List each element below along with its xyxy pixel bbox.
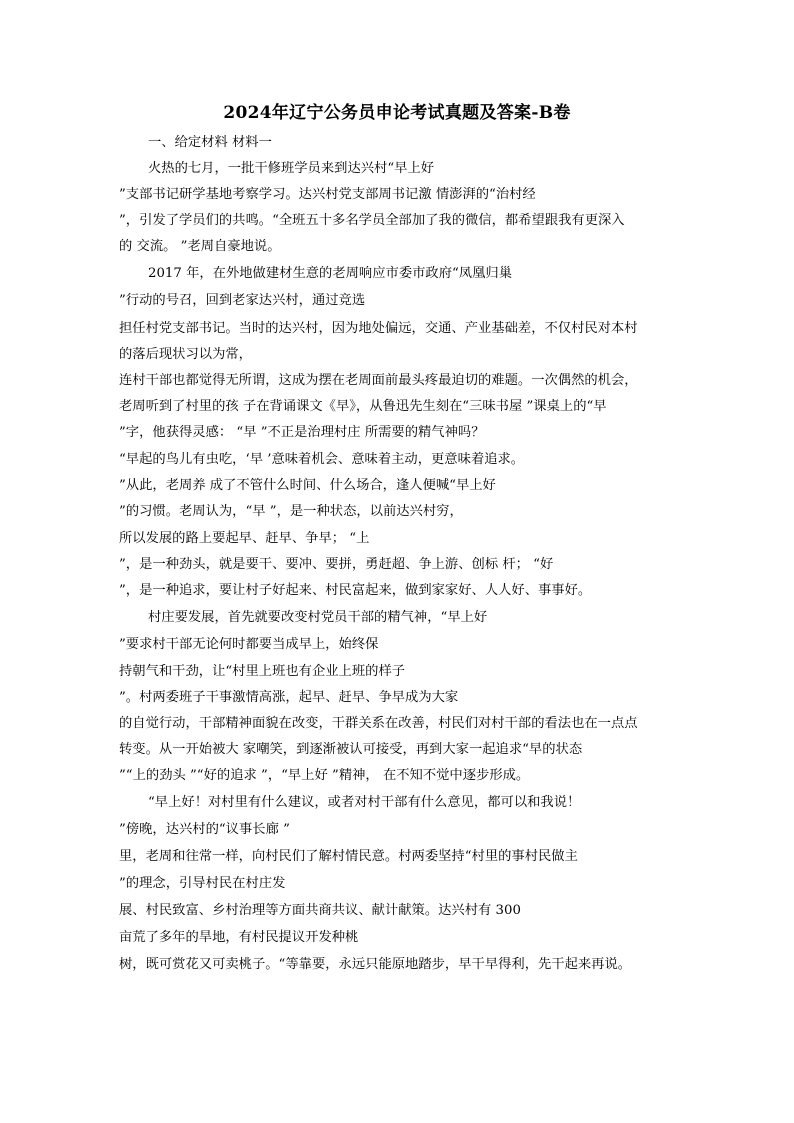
text-line: ”的理念，引导村民在村庄发 — [119, 876, 286, 891]
text-line: ”要求村干部无论何时都要当成早上，始终保 — [119, 637, 379, 652]
text-line: ”。村两委班子干事激情高涨，起早、赶早、争早成为大家 — [119, 690, 459, 705]
text-line: 2017 年，在外地做建材生意的老周响应市委市政府“凤凰归巢 — [148, 266, 512, 281]
text-line: ”的习惯。老周认为，“早 ”，是一种状态，以前达兴村穷， — [119, 504, 463, 519]
text-line: ”，引发了学员们的共鸣。“全班五十多名学员全部加了我的微信，都希望跟我有更深入 — [119, 213, 625, 228]
document-title: 2024年辽宁公务员申论考试真题及答案-B卷 — [223, 103, 571, 123]
text-line: 连村干部也都觉得无所谓，这成为摆在老周面前最头疼最迫切的难题。一次偶然的机会， — [119, 373, 638, 388]
text-line: 展、村民致富、乡村治理等方面共商共议、献计献策。达兴村有 300 — [119, 903, 521, 918]
text-line: 里，老周和往常一样，向村民们了解村情民意。村两委坚持“村里的事村民做主 — [119, 849, 578, 864]
text-line: 的 交流。 ”老周自豪地说。 — [119, 239, 281, 254]
text-line: ”从此，老周养 成了不管什么时间、什么场合，逢人便喊“早上好 — [119, 478, 496, 493]
text-line: 的落后现状习以为常， — [119, 347, 252, 362]
text-line: ”，是一种劲头，就是要干、要冲、要拼，勇赶超、争上游、创标 杆； “好 — [119, 557, 554, 572]
text-line: 的自觉行动，干部精神面貌在改变，干群关系在改善，村民们对村干部的看法也在一点点 — [119, 716, 638, 731]
text-line: 老周听到了村里的孩 子在背诵课文《早》，从鲁迅先生刻在“三味书屋 ”课桌上的“早 — [119, 399, 607, 414]
text-line: 一、给定材料 材料一 — [148, 135, 272, 150]
text-line: ”“上的劲头 ”“好的追求 ”，“早上好 ”精神， 在不知不觉中逐步形成。 — [119, 768, 530, 783]
text-line: ”字，他获得灵感： “早 ”不正是治理村庄 所需要的精气神吗？ — [119, 425, 485, 440]
text-line: ”傍晚，达兴村的“议事长廊 ” — [119, 822, 290, 837]
text-line: “早起的鸟儿有虫吃，‘早 ’意味着机会、意味着主动，更意味着追求。 — [119, 452, 525, 467]
text-line: 持朝气和干劲，让“村里上班也有企业上班的样子 — [119, 664, 406, 679]
text-line: 所以发展的路上要起早、赶早、争早； “上 — [119, 531, 370, 546]
text-line: 火热的七月，一批干修班学员来到达兴村“早上好 — [148, 161, 435, 176]
text-line: ”行动的号召，回到老家达兴村，通过竞选 — [119, 293, 366, 308]
text-line: 亩荒了多年的旱地，有村民提议开发种桃 — [119, 930, 359, 945]
text-line: 转变。从一开始被大 家嘲笑，到逐渐被认可接受，再到大家一起追求“早的状态 — [119, 742, 583, 757]
text-line: ”，是一种追求，要让村子好起来、村民富起来，做到家家好、人人好、事事好。 — [119, 583, 592, 598]
text-line: 村庄要发展，首先就要改变村党员干部的精气神，“早上好 — [148, 610, 488, 625]
text-line: 担任村党支部书记。当时的达兴村，因为地处偏远，交通、产业基础差，不仅村民对本村 — [119, 321, 638, 336]
text-line: “早上好！对村里有什么建议，或者对村干部有什么意见，都可以和我说！ — [148, 795, 581, 810]
text-line: ”支部书记研学基地考察学习。达兴村党支部周书记激 情澎湃的“治村经 — [119, 187, 536, 202]
text-line: 树，既可赏花又可卖桃子。“等靠要，永远只能原地踏步，早干早得利，先干起来再说。 — [119, 957, 632, 972]
